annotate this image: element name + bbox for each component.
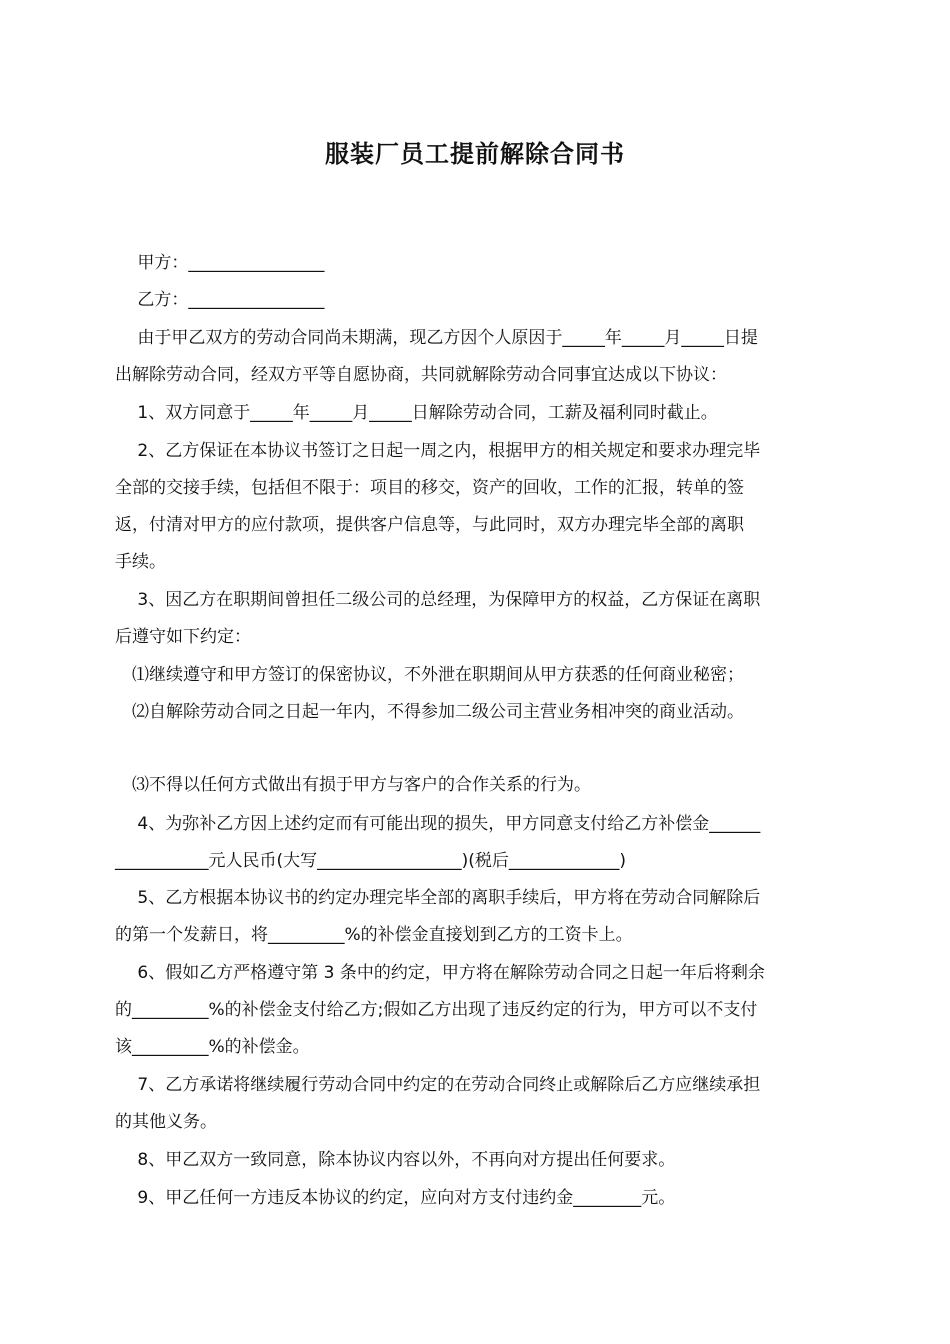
clause-9: 9、甲乙任何一方违反本协议的约定，应向对方支付违约金________元。 <box>115 1188 676 1208</box>
clause-6-line-1: 6、假如乙方严格遵守第 3 条中的约定，甲方将在解除劳动合同之日起一年后将剩余 <box>115 963 765 983</box>
clause-7-line-1: 7、乙方承诺将继续履行劳动合同中约定的在劳动合同终止或解除后乙方应继续承担 <box>115 1075 761 1095</box>
clause-1: 1、双方同意于_____年_____月_____日解除劳动合同，工薪及福利同时截止。 <box>115 403 718 423</box>
clause-3-line-2: 后遵守如下约定： <box>115 627 251 647</box>
clause-6-line-2: 的_________%的补偿金支付给乙方;假如乙方出现了违反约定的行为，甲方可以不支付 <box>115 1000 758 1020</box>
clause-2-line-1: 2、乙方保证在本协议书签订之日起一周之内，根据甲方的相关规定和要求办理完毕 <box>115 441 761 461</box>
document-title: 服装厂员工提前解除合同书 <box>325 140 625 168</box>
clause-3-item-2: ⑵自解除劳动合同之日起一年内，不得参加二级公司主营业务相冲突的商业活动。 <box>115 702 744 722</box>
clause-6-line-3: 该_________%的补偿金。 <box>115 1037 310 1057</box>
clause-2-line-3: 返，付清对甲方的应付款项，提供客户信息等，与此同时，双方办理完毕全部的离职 <box>115 515 744 535</box>
clause-5-line-2: 的第一个发薪日，将_________%的补偿金直接划到乙方的工资卡上。 <box>115 925 633 945</box>
party-a-line: 甲方：________________ <box>115 253 325 273</box>
clause-3-item-3: ⑶不得以任何方式做出有损于甲方与客户的合作关系的行为。 <box>115 775 591 795</box>
clause-7-line-2: 的其他义务。 <box>115 1112 217 1132</box>
clause-3-line-1: 3、因乙方在职期间曾担任二级公司的总经理，为保障甲方的权益，乙方保证在离职 <box>115 590 761 610</box>
clause-8: 8、甲乙双方一致同意，除本协议内容以外，不再向对方提出任何要求。 <box>115 1150 676 1170</box>
clause-2-line-4: 手续。 <box>115 552 166 572</box>
intro-line-1: 由于甲乙双方的劳动合同尚未期满，现乙方因个人原因于_____年_____月_____日提 <box>115 328 758 348</box>
clause-5-line-1: 5、乙方根据本协议书的约定办理完毕全部的离职手续后，甲方将在劳动合同解除后 <box>115 888 761 908</box>
clause-2-line-2: 全部的交接手续，包括但不限于：项目的移交，资产的回收，工作的汇报，转单的签 <box>115 478 744 498</box>
intro-line-2: 出解除劳动合同，经双方平等自愿协商，共同就解除劳动合同事宜达成以下协议： <box>115 365 727 385</box>
clause-4-line-2: ___________元人民币(大写_________________)(税后_____________) <box>115 851 627 871</box>
clause-3-item-1: ⑴继续遵守和甲方签订的保密协议，不外泄在职期间从甲方获悉的任何商业秘密； <box>115 665 744 685</box>
party-b-line: 乙方：________________ <box>115 290 325 310</box>
clause-4-line-1: 4、为弥补乙方因上述约定而有可能出现的损失，甲方同意支付给乙方补偿金______ <box>115 814 761 834</box>
